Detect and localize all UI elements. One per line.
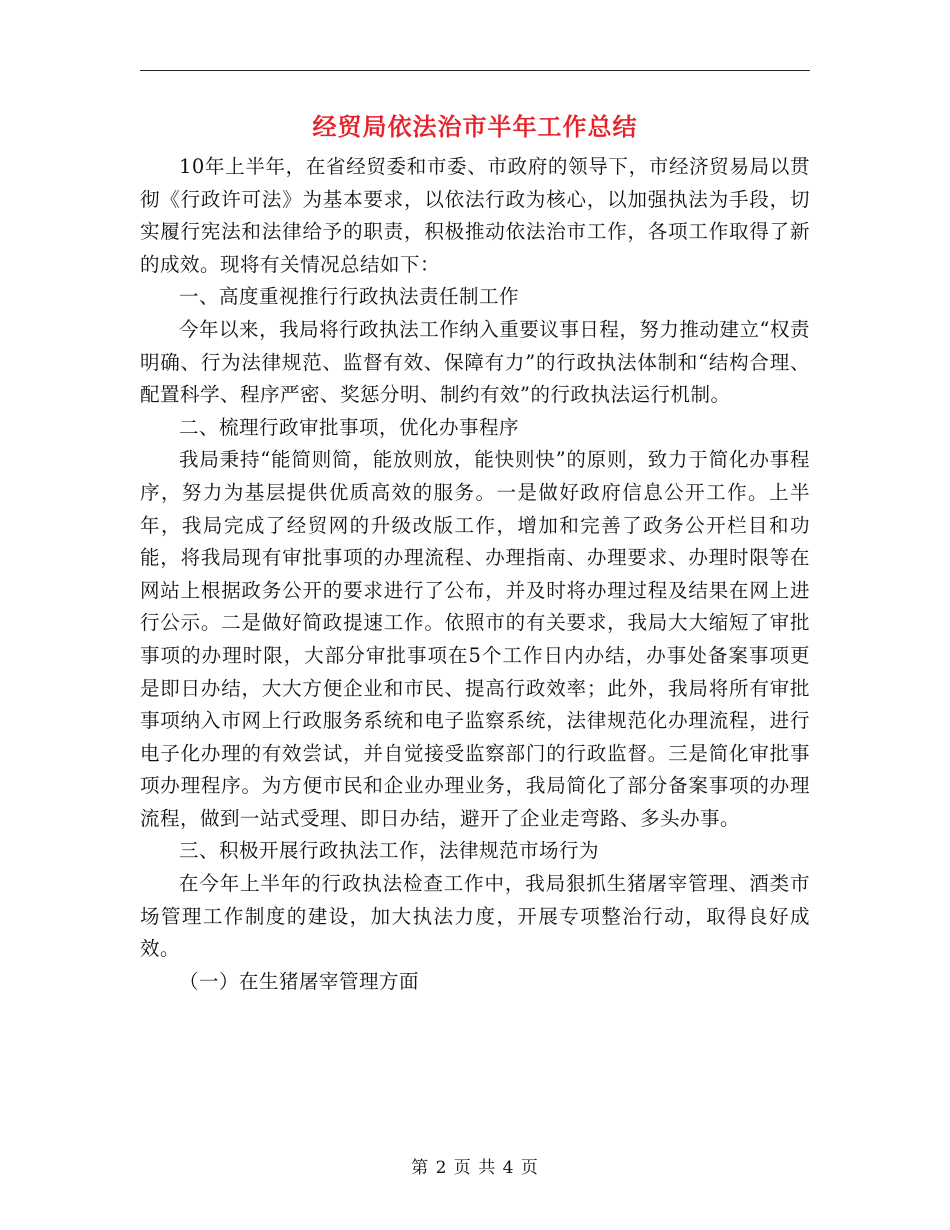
section-heading-2: 二、梳理行政审批事项，优化办事程序 — [179, 415, 520, 439]
paragraph-section-2: 我局秉持“能简则简，能放则放，能快则快”的原则，致力于简化办事程序，努力为基层提供优质高效的服务。一是做好政府信息公开工作。上半年，我局完成了经贸网的升级改版工作，增加和完善了政务公开栏目和功能，将我局现有审批事项的办理流程、办理指南、办理要求、办理时限等在网站上根据政务公开的要求进行了公布，并及时将办理过程及结果在网上进行公示。二是做好简政提速工作。依照市的有关要求，我局大大缩短了审批事项的办理时限，大部分审批事项在5个工作日内办结，办事处备案事项更是即日办结，大大方便企业和市民、提高行政效率；此外，我局将所有审批事项纳入市网上行政服务系统和电子监察系统，法律规范化办理流程，进行电子化办理的有效尝试，并自觉接受监察部门的行政监督。三是简化审批事项办理程序。为方便市民和企业办理业务，我局简化了部分备案事项的办理流程，做到一站式受理、即日办结，避开了企业走弯路、多头办事。 — [140, 448, 810, 830]
section-heading-3: 三、积极开展行政执法工作，法律规范市场行为 — [179, 839, 600, 863]
subsection-heading-1: （一）在生猪屠宰管理方面 — [179, 969, 420, 993]
paragraph-section-3: 在今年上半年的行政执法检查工作中，我局狠抓生猪屠宰管理、酒类市场管理工作制度的建设，加大执法力度，开展专项整治行动，取得良好成效。 — [140, 872, 810, 961]
page-footer: 第 2 页 共 4 页 — [411, 1158, 539, 1178]
section-heading-1: 一、高度重视推行行政执法责任制工作 — [179, 285, 520, 309]
paragraph-intro: 10年上半年，在省经贸委和市委、市政府的领导下，市经济贸易局以贯彻《行政许可法》为基本要求，以依法行政为核心，以加强执法为手段，切实履行宪法和法律给予的职责，积极推动依法治市工作，各项工作取得了新的成效。现将有关情况总结如下： — [140, 155, 810, 276]
paragraph-section-1: 今年以来，我局将行政执法工作纳入重要议事日程，努力推动建立“权责明确、行为法律规范、监督有效、保障有力”的行政执法体制和“结构合理、配置科学、程序严密、奖惩分明、制约有效”的行政执法运行机制。 — [140, 317, 810, 407]
document-body — [140, 151, 810, 998]
document-title: 经贸局依法治市半年工作总结 — [312, 112, 638, 141]
header-rule — [140, 70, 810, 71]
